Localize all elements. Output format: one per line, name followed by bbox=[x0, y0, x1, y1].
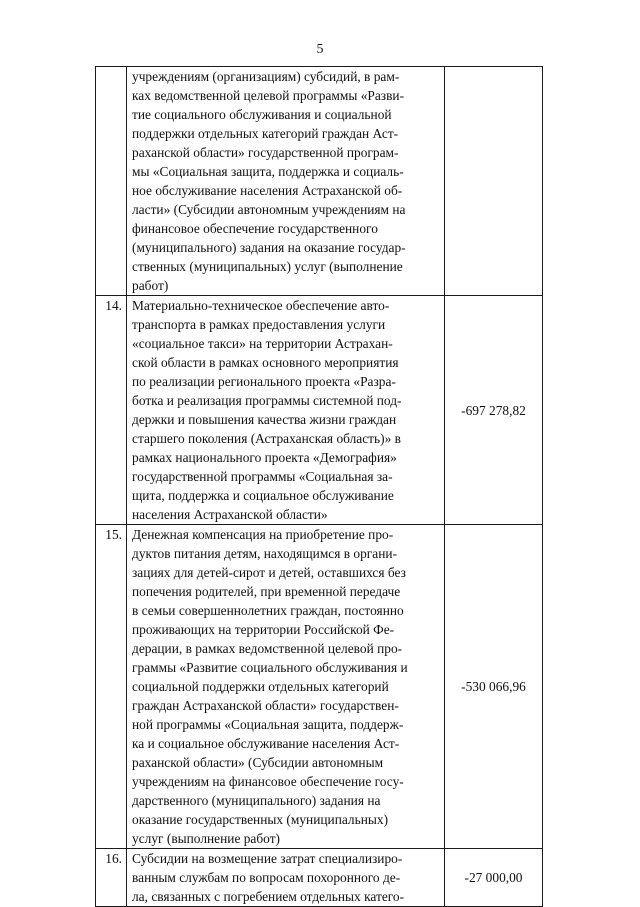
description-line: попечения родителей, при временной передаче bbox=[132, 584, 401, 599]
description-line: учреждениям (организациям) субсидий, в рам- bbox=[132, 69, 400, 84]
description-line: тие социального обслуживания и социальной bbox=[132, 107, 392, 122]
row-amount: -530 066,96 bbox=[445, 525, 543, 849]
description-line: ской области в рамках основного мероприятия bbox=[132, 355, 399, 370]
description-line: государственной программы «Социальная за- bbox=[132, 469, 393, 484]
description-line: услуг (выполнение работ) bbox=[132, 831, 281, 846]
description-line: ла, связанных с погребением отдельных катего- bbox=[132, 889, 405, 904]
description-line: держки и повышения качества жизни граждан bbox=[132, 412, 397, 427]
description-line: социальной поддержки отдельных категорий bbox=[132, 679, 389, 694]
description-line: учреждениям на финансовое обеспечение госу- bbox=[132, 774, 404, 789]
description-line: в семьи совершеннолетних граждан, постоянно bbox=[132, 603, 404, 618]
row-amount: -27 000,00 bbox=[445, 849, 543, 907]
description-line: Денежная компенсация на приобретение про- bbox=[132, 527, 394, 542]
description-line: транспорта в рамках предоставления услуги bbox=[132, 317, 386, 332]
row-description bbox=[127, 67, 445, 296]
table-row bbox=[96, 296, 543, 525]
description-line: по реализации регионального проекта «Разра- bbox=[132, 374, 396, 389]
document-table bbox=[95, 66, 543, 907]
description-line: ванным службам по вопросам похоронного де- bbox=[132, 870, 401, 885]
row-number bbox=[96, 67, 127, 296]
description-line: проживающих на территории Российской Фе- bbox=[132, 622, 395, 637]
description-line: Материально-техническое обеспечение авто- bbox=[132, 298, 390, 313]
description-line: раханской области» государственной програм- bbox=[132, 145, 399, 160]
description-line: дерации, в рамках ведомственной целевой про- bbox=[132, 641, 403, 656]
description-line: мы «Социальная защита, поддержка и социаль- bbox=[132, 164, 404, 179]
description-line: рамках национального проекта «Демография» bbox=[132, 450, 397, 465]
description-line: раханской области» (Субсидии автономным bbox=[132, 755, 384, 770]
table-row bbox=[96, 67, 543, 296]
description-line: щита, поддержка и социальное обслуживание bbox=[132, 488, 394, 503]
table-row bbox=[96, 525, 543, 849]
table-body bbox=[96, 67, 543, 907]
description-line: ка и социальное обслуживание населения Аст- bbox=[132, 736, 400, 751]
description-line: ное обслуживание населения Астраханской об- bbox=[132, 183, 403, 198]
description-line: граммы «Развитие социального обслуживания и bbox=[132, 660, 408, 675]
description-line: дуктов питания детям, находящимся в органи- bbox=[132, 546, 398, 561]
row-number: 15. bbox=[96, 525, 127, 849]
description-line: ственных (муниципальных) услуг (выполнение bbox=[132, 259, 403, 274]
row-description bbox=[127, 296, 445, 525]
description-line: ках ведомственной целевой программы «Разви- bbox=[132, 88, 405, 103]
description-line: работ) bbox=[132, 278, 169, 293]
description-line: оказание государственных (муниципальных) bbox=[132, 812, 389, 827]
description-line: старшего поколения (Астраханская область)» в bbox=[132, 431, 401, 446]
description-line: ботка и реализация программы системной под- bbox=[132, 393, 402, 408]
description-line: (муниципального) задания на оказание государ- bbox=[132, 240, 406, 255]
row-amount bbox=[445, 67, 543, 296]
row-number: 16. bbox=[96, 849, 127, 907]
row-amount: -697 278,82 bbox=[445, 296, 543, 525]
table-row bbox=[96, 849, 543, 907]
description-line: дарственного (муниципального) задания на bbox=[132, 793, 381, 808]
description-line: населения Астраханской области» bbox=[132, 507, 328, 522]
row-number: 14. bbox=[96, 296, 127, 525]
description-line: поддержки отдельных категорий граждан Аст- bbox=[132, 126, 399, 141]
description-line: Субсидии на возмещение затрат специализиро- bbox=[132, 851, 403, 866]
description-line: ласти» (Субсидии автономным учреждениям на bbox=[132, 202, 406, 217]
description-line: зациях для детей-сирот и детей, оставшихся без bbox=[132, 565, 406, 580]
page-number: 5 bbox=[316, 42, 324, 57]
description-line: граждан Астраханской области» государствен- bbox=[132, 698, 399, 713]
row-description bbox=[127, 525, 445, 849]
description-line: финансовое обеспечение государственного bbox=[132, 221, 378, 236]
row-description bbox=[127, 849, 445, 907]
description-line: «социальное такси» на территории Астрахан- bbox=[132, 336, 393, 351]
description-line: ной программы «Социальная защита, поддерж- bbox=[132, 717, 404, 732]
